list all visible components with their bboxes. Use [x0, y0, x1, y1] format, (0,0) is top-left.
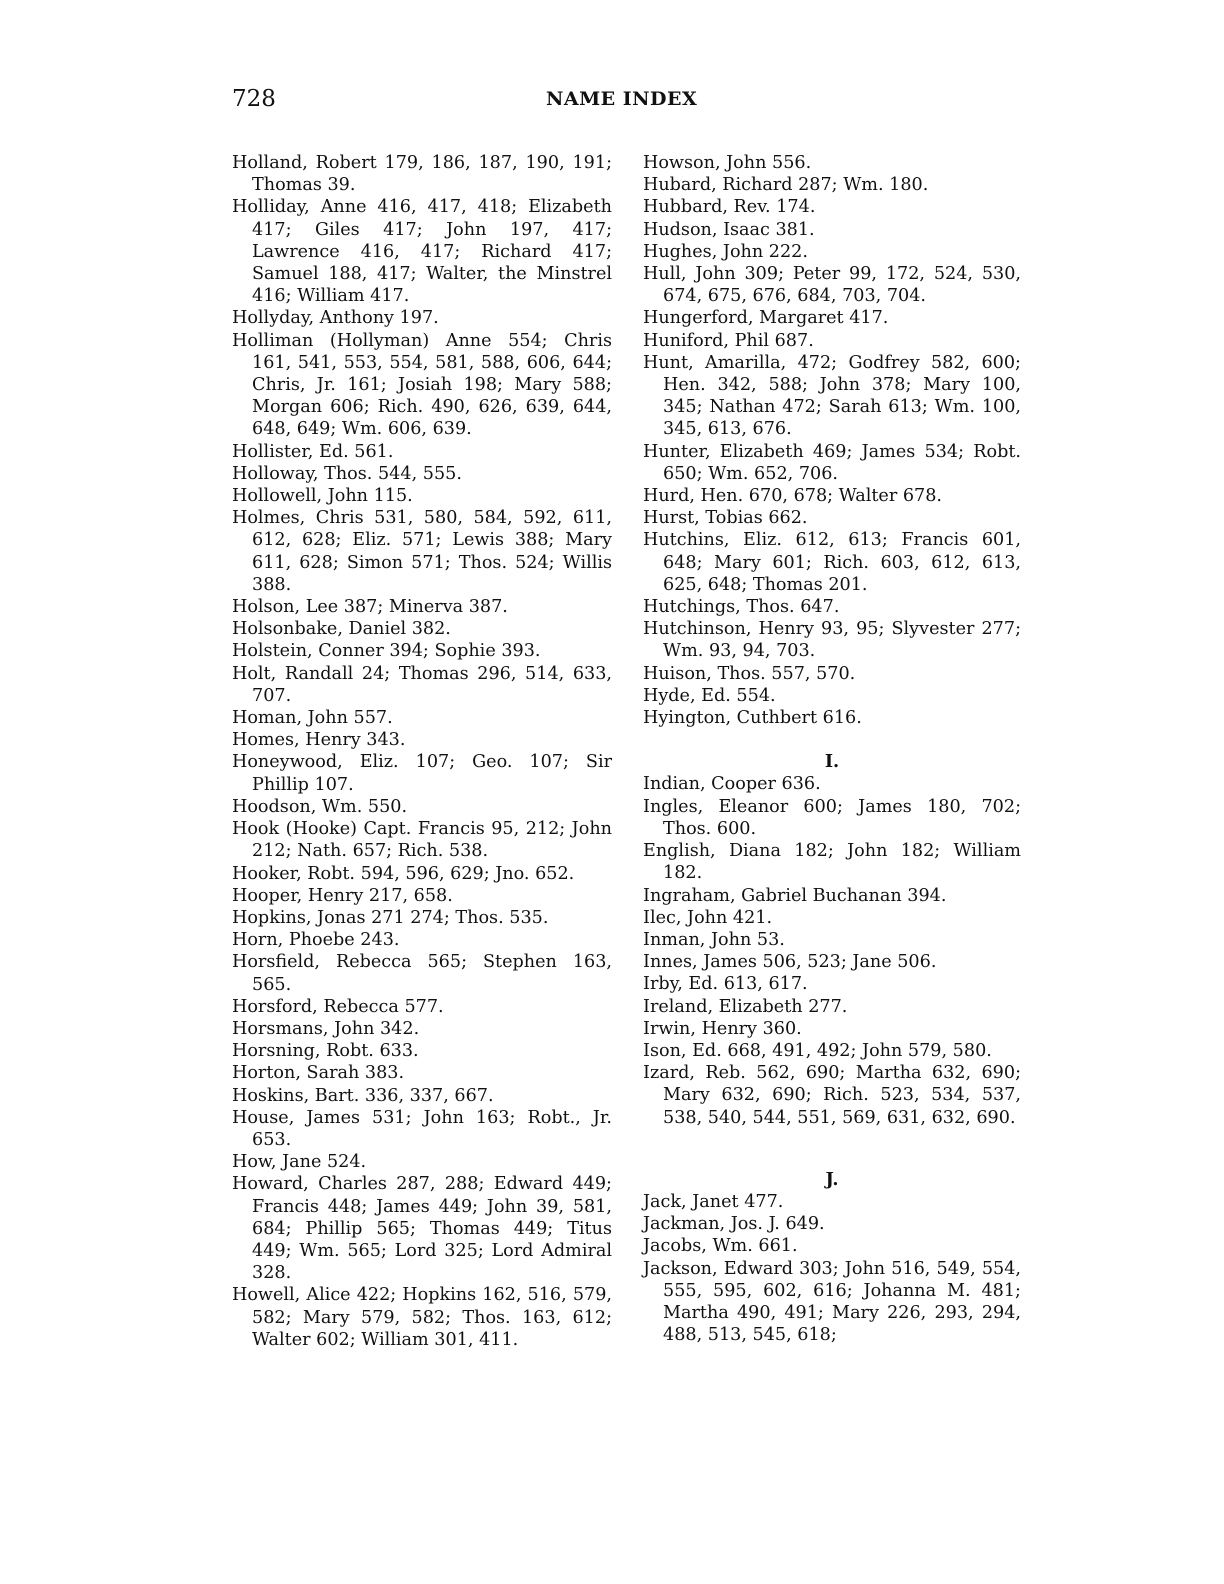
index-entry: Horn, Phoebe 243.	[232, 930, 400, 951]
index-entry: Horsfield, Rebecca 565; Stephen 163, 565.	[232, 952, 612, 995]
entries-i	[643, 773, 1021, 1128]
index-entry: Hurst, Tobias 662.	[643, 508, 808, 529]
index-entry: Ison, Ed. 668, 491, 492; John 579, 580.	[643, 1040, 992, 1061]
index-entry: Irwin, Henry 360.	[643, 1018, 802, 1039]
index-entry: Huniford, Phil 687.	[643, 330, 814, 351]
index-entry: Hoskins, Bart. 336, 337, 667.	[232, 1085, 494, 1106]
index-entry: Inman, John 53.	[643, 929, 785, 950]
index-entry: Homes, Henry 343.	[232, 730, 406, 751]
index-entry: Hutchinson, Henry 93, 95; Slyvester 277; Wm. 93, 94, 703.	[643, 619, 1021, 662]
index-entry: Ingles, Eleanor 600; James 180, 702; Thos. 600.	[643, 796, 1021, 839]
index-entry: Jackman, Jos. J. 649.	[643, 1214, 825, 1235]
index-entry: Hyde, Ed. 554.	[643, 685, 776, 706]
index-entry: Holland, Robert 179, 186, 187, 190, 191; Thomas 39.	[232, 153, 612, 196]
index-entry: Horsford, Rebecca 577.	[232, 996, 444, 1017]
index-entry: Hurd, Hen. 670, 678; Walter 678.	[643, 486, 942, 507]
section-letter-i: I.	[824, 751, 840, 773]
index-entry: Hyington, Cuthbert 616.	[643, 708, 862, 729]
index-entry: Howson, John 556.	[643, 153, 812, 173]
index-entry: Horsmans, John 342.	[232, 1018, 420, 1039]
index-entry: Holloway, Thos. 544, 555.	[232, 463, 462, 484]
index-entry: Irby, Ed. 613, 617.	[643, 974, 808, 995]
index-entry: Hutchings, Thos. 647.	[643, 597, 840, 618]
index-entry: Ilec, John 421.	[643, 907, 773, 928]
index-entry: Hopkins, Jonas 271 274; Thos. 535.	[232, 907, 549, 928]
index-entry: Hull, John 309; Peter 99, 172, 524, 530, 674, 675, 676, 684, 703, 704.	[643, 264, 1021, 307]
index-entry: Holmes, Chris 531, 580, 584, 592, 611, 612, 628; Eliz. 571; Lewis 388; Mary 611, 628; Simon 571; Thos. 524; Willis 388.	[232, 508, 612, 595]
index-entry: Holliman (Hollyman) Anne 554; Chris 161, 541, 553, 554, 581, 588, 606, 644; Chris, Jr. 161; Josiah 198; Mary 588; Morgan 606; Rich. 490, 626, 639, 644, 648, 649; Wm. 606, 639.	[232, 330, 612, 440]
index-entry: Ireland, Elizabeth 277.	[643, 996, 848, 1017]
index-entry: Holstein, Conner 394; Sophie 393.	[232, 641, 541, 662]
index-entry: Hook (Hooke) Capt. Francis 95, 212; John 212; Nath. 657; Rich. 538.	[232, 819, 612, 862]
index-entry: Hudson, Isaac 381.	[643, 219, 815, 240]
index-entry: Hubbard, Rev. 174.	[643, 197, 816, 218]
entries-j	[643, 1191, 1021, 1346]
index-entry: Hutchins, Eliz. 612, 613; Francis 601, 648; Mary 601; Rich. 603, 612, 613, 625, 648; Thomas 201.	[643, 530, 1021, 595]
index-entry: Holt, Randall 24; Thomas 296, 514, 633, 707.	[232, 663, 612, 706]
page-title: NAME INDEX	[546, 88, 698, 110]
index-entry: Holliday, Anne 416, 417, 418; Elizabeth 417; Giles 417; John 197, 417; Lawrence 416, 417; Richard 417; Samuel 188, 417; Walter, the Minstrel 416; William 417.	[232, 197, 612, 307]
index-entry: Hughes, John 222.	[643, 241, 808, 262]
index-entry: Jackson, Edward 303; John 516, 549, 554, 555, 595, 602, 616; Johanna M. 481; Martha 490, 491; Mary 226, 293, 294, 488, 513, 545, 618;	[643, 1258, 1021, 1346]
index-entry: Howell, Alice 422; Hopkins 162, 516, 579, 582; Mary 579, 582; Thos. 163, 612; Walter 602; William 301, 411.	[232, 1285, 612, 1350]
index-entry: Ingraham, Gabriel Buchanan 394.	[643, 885, 947, 906]
page-number: 728	[232, 86, 276, 112]
index-entry: Hunt, Amarilla, 472; Godfrey 582, 600; Hen. 342, 588; John 378; Mary 100, 345; Nathan 472; Sarah 613; Wm. 100, 345, 613, 676.	[643, 352, 1021, 440]
index-entry: Innes, James 506, 523; Jane 506.	[643, 952, 937, 973]
index-entry: Homan, John 557.	[232, 708, 393, 729]
index-entry: Indian, Cooper 636.	[643, 774, 821, 795]
index-entry: Hooker, Robt. 594, 596, 629; Jno. 652.	[232, 863, 575, 884]
index-entry: Hooper, Henry 217, 658.	[232, 885, 453, 906]
index-entry: Hunter, Elizabeth 469; James 534; Robt. 650; Wm. 652, 706.	[643, 441, 1021, 484]
index-entry: Izard, Reb. 562, 690; Martha 632, 690; Mary 632, 690; Rich. 523, 534, 537, 538, 540, 544, 551, 569, 631, 632, 690.	[643, 1063, 1021, 1128]
index-column-right	[643, 152, 1021, 1346]
index-column-left	[232, 152, 612, 1351]
index-entry: Jack, Janet 477.	[643, 1191, 784, 1212]
index-entry: Hoodson, Wm. 550.	[232, 796, 408, 817]
index-entry: How, Jane 524.	[232, 1152, 367, 1173]
index-entry: Huison, Thos. 557, 570.	[643, 663, 856, 684]
index-entry: Hollyday, Anthony 197.	[232, 308, 439, 329]
index-entry: Hungerford, Margaret 417.	[643, 308, 889, 329]
index-entry: Honeywood, Eliz. 107; Geo. 107; Sir Phillip 107.	[232, 752, 612, 795]
index-entry: Holson, Lee 387; Minerva 387.	[232, 597, 508, 618]
index-entry: English, Diana 182; John 182; William 182.	[643, 841, 1021, 884]
index-entry: Hollowell, John 115.	[232, 486, 413, 507]
index-entry: Hubard, Richard 287; Wm. 180.	[643, 175, 929, 196]
section-letter-j: J.	[825, 1168, 839, 1190]
index-entry: House, James 531; John 163; Robt., Jr. 653.	[232, 1107, 612, 1150]
index-entry: Howard, Charles 287, 288; Edward 449; Francis 448; James 449; John 39, 581, 684; Phillip 565; Thomas 449; Titus 449; Wm. 565; Lord 325; Lord Admiral 328.	[232, 1174, 612, 1284]
index-entry: Horton, Sarah 383.	[232, 1063, 405, 1084]
index-entry: Horsning, Robt. 633.	[232, 1041, 419, 1062]
entries-h	[643, 152, 1021, 729]
index-entry: Jacobs, Wm. 661.	[643, 1236, 798, 1257]
index-entry: Hollister, Ed. 561.	[232, 441, 394, 462]
index-entry: Holsonbake, Daniel 382.	[232, 619, 451, 640]
